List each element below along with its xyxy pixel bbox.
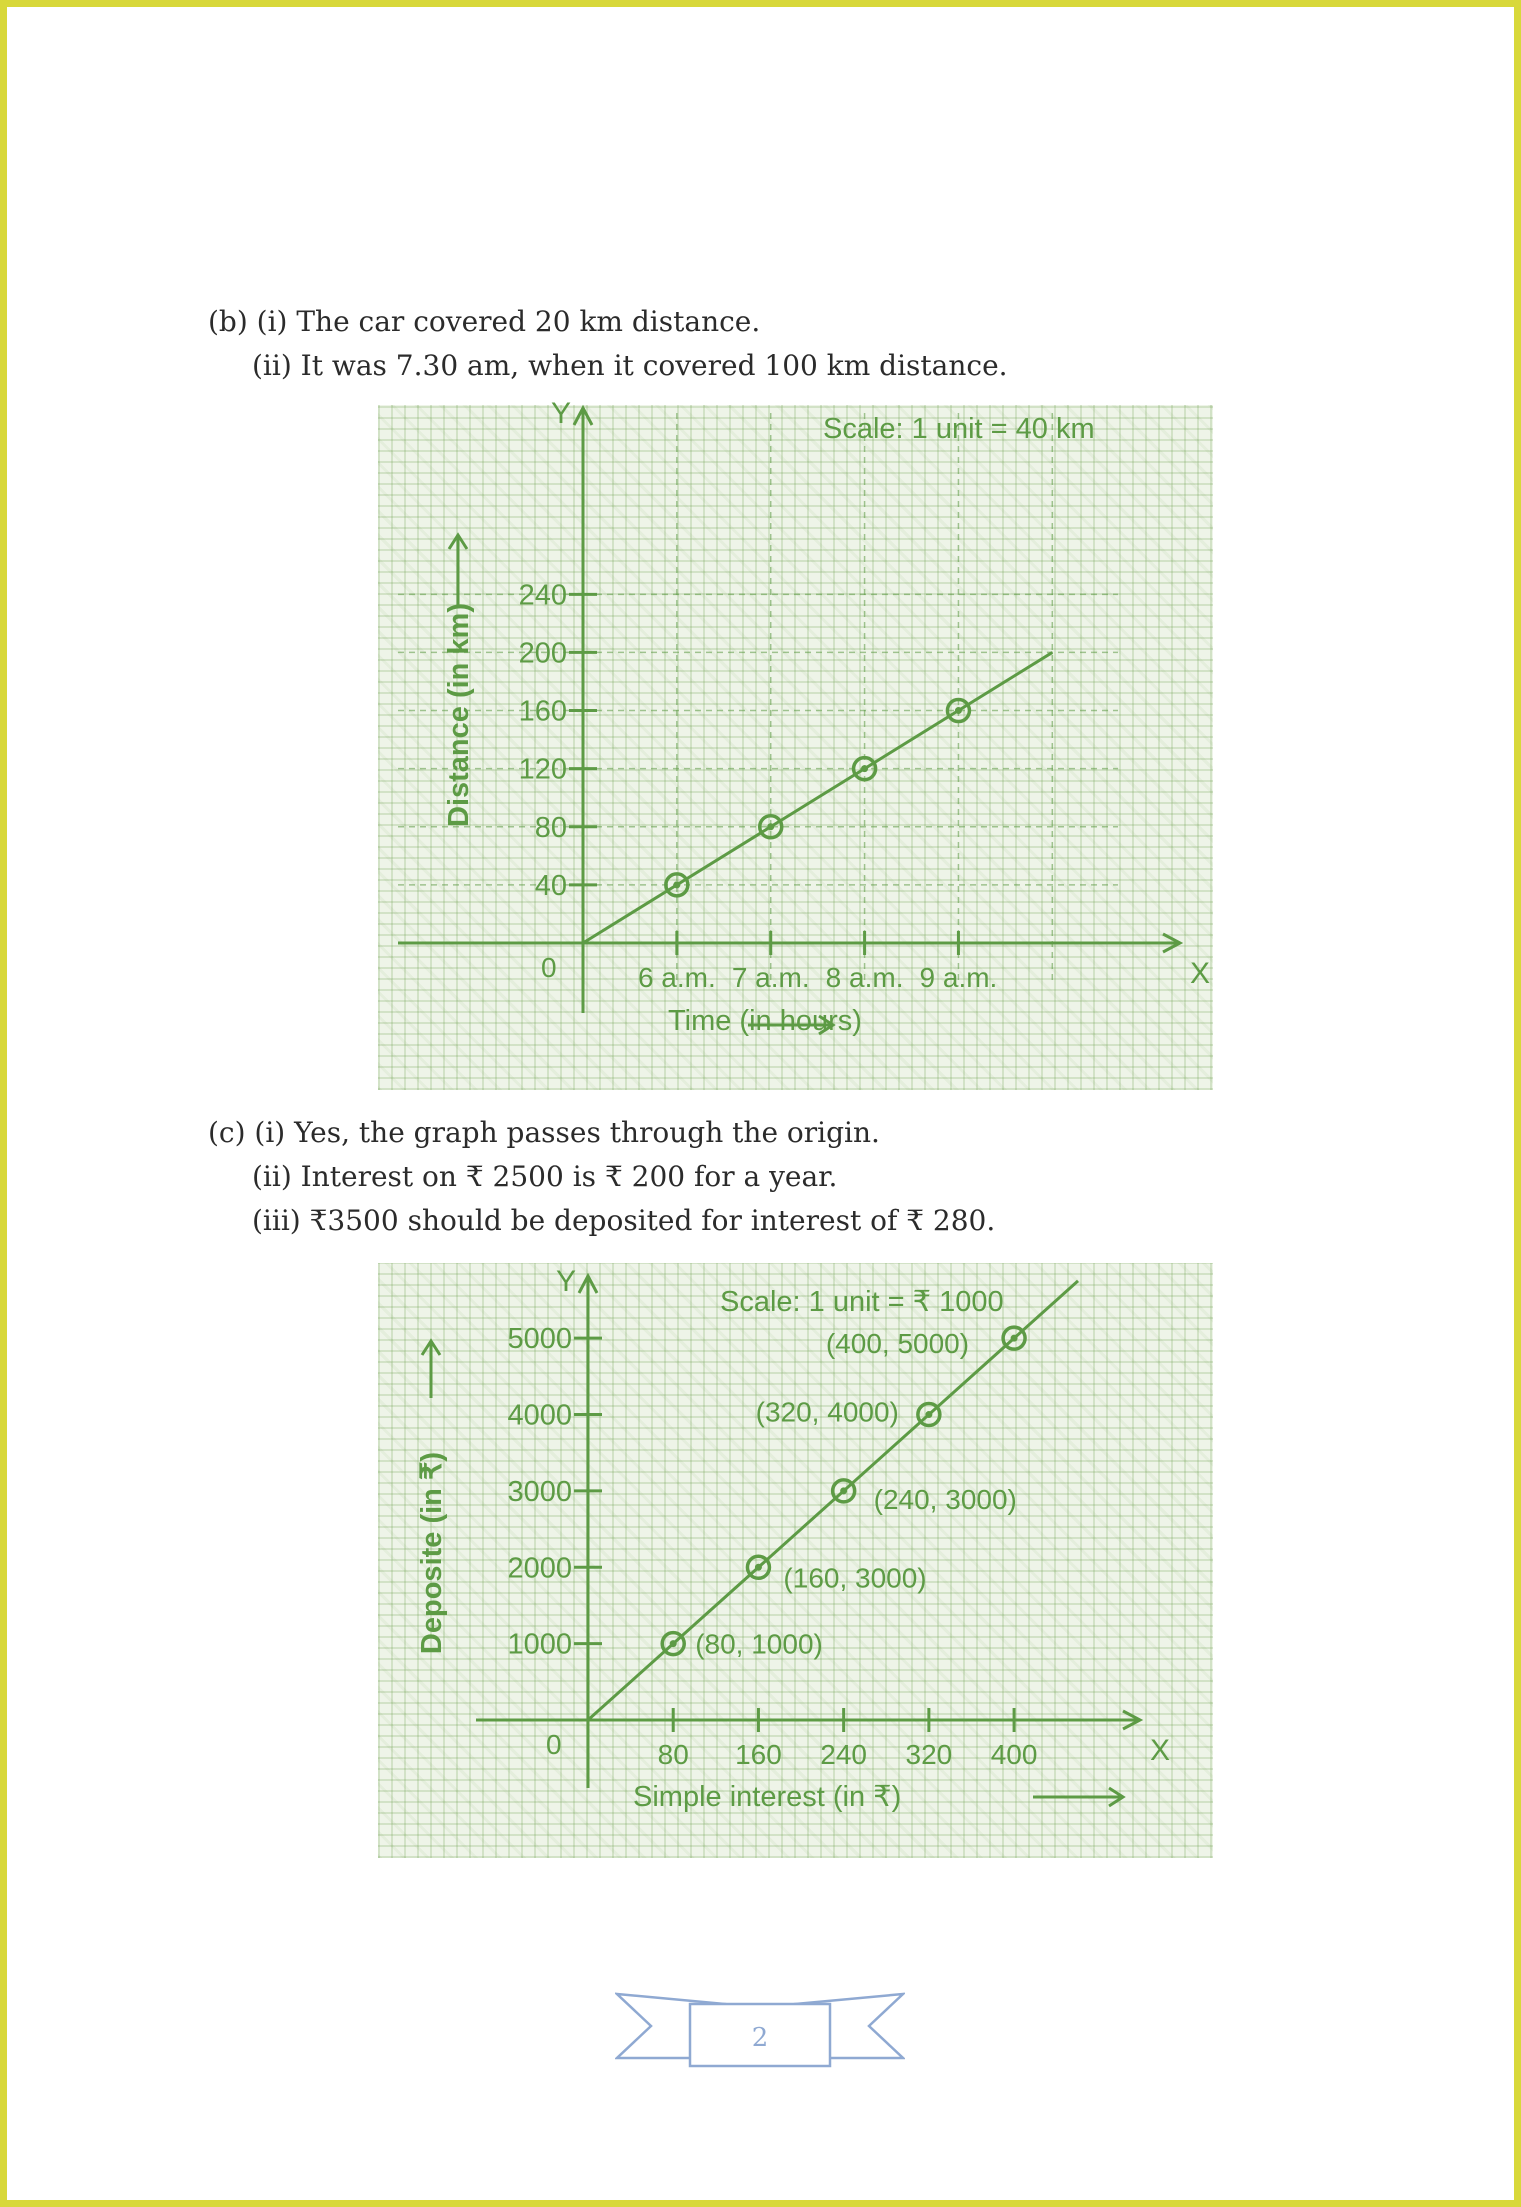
y-tick-label: 80 <box>534 811 567 844</box>
x-tick-label: 7 a.m. <box>731 962 810 993</box>
g1-x-axis-title: Time (in hours) <box>668 1005 862 1037</box>
answer-c-ii: (ii) Interest on ₹ 2500 is ₹ 200 for a year. <box>252 1160 838 1193</box>
g2-x-axis-title: Simple interest (in ₹) <box>633 1781 902 1813</box>
answer-b-i: (b) (i) The car covered 20 km distance. <box>208 305 761 338</box>
y-axis-letter: Y <box>551 397 572 430</box>
y-tick-label: 1000 <box>507 1628 572 1661</box>
x-tick-label: 6 a.m. <box>637 962 716 993</box>
y-tick-label: 3000 <box>507 1475 572 1508</box>
x-axis-letter: X <box>1150 1734 1171 1767</box>
answer-b-ii: (ii) It was 7.30 am, when it covered 100 km distance. <box>252 349 1008 382</box>
distance-time-graph <box>378 397 1213 1090</box>
series-line <box>583 652 1052 943</box>
data-point-center <box>840 1487 847 1494</box>
origin-label: 0 <box>546 1729 562 1760</box>
x-tick-label: 9 a.m. <box>919 962 998 993</box>
y-tick-label: 5000 <box>507 1323 572 1356</box>
y-axis-letter: Y <box>556 1265 577 1298</box>
ribbon-icon <box>615 1990 905 2070</box>
page-number-ribbon <box>615 1990 905 2070</box>
g1-y-axis-title: Distance (in km) <box>443 603 475 827</box>
data-point-center <box>955 707 962 714</box>
x-tick-label: 400 <box>990 1739 1038 1770</box>
point-label: (320, 4000) <box>755 1396 899 1428</box>
g2-scale-label: Scale: 1 unit = ₹ 1000 <box>720 1286 1004 1318</box>
page-number: 2 <box>751 2023 769 2053</box>
point-label: (80, 1000) <box>695 1628 823 1660</box>
x-tick-label: 320 <box>905 1739 953 1770</box>
g2-y-axis-title: Deposite (in ₹) <box>416 1451 448 1655</box>
deposit-interest-graph <box>378 1263 1213 1858</box>
x-axis-letter: X <box>1190 957 1211 990</box>
origin-label: 0 <box>541 952 557 983</box>
y-tick-label: 4000 <box>507 1399 572 1432</box>
point-label: (240, 3000) <box>873 1483 1017 1515</box>
answer-c-iii: (iii) ₹3500 should be deposited for interest of ₹ 280. <box>252 1204 996 1237</box>
deposit-interest-chart-svg <box>378 1263 1213 1858</box>
x-tick-label: 80 <box>657 1739 689 1770</box>
data-point-center <box>755 1564 762 1571</box>
data-point-center <box>1011 1335 1018 1342</box>
data-point-center <box>925 1411 932 1418</box>
data-point-center <box>670 1640 677 1647</box>
y-tick-label: 2000 <box>507 1552 572 1585</box>
point-label: (160, 3000) <box>783 1562 927 1594</box>
y-tick-label: 40 <box>534 869 567 902</box>
y-tick-label: 240 <box>518 579 567 612</box>
y-tick-label: 120 <box>518 753 567 786</box>
data-point-center <box>767 823 774 830</box>
distance-time-chart-svg <box>378 397 1213 1090</box>
x-tick-label: 8 a.m. <box>825 962 904 993</box>
g1-scale-label: Scale: 1 unit = 40 km <box>823 413 1095 445</box>
point-label: (400, 5000) <box>825 1328 970 1360</box>
y-tick-label: 160 <box>518 695 567 728</box>
data-point-center <box>673 881 680 888</box>
x-tick-label: 240 <box>820 1739 868 1770</box>
y-tick-label: 200 <box>518 637 567 670</box>
data-point-center <box>861 765 868 772</box>
x-tick-label: 160 <box>735 1739 782 1770</box>
answer-c-i: (c) (i) Yes, the graph passes through the origin. <box>208 1116 880 1149</box>
